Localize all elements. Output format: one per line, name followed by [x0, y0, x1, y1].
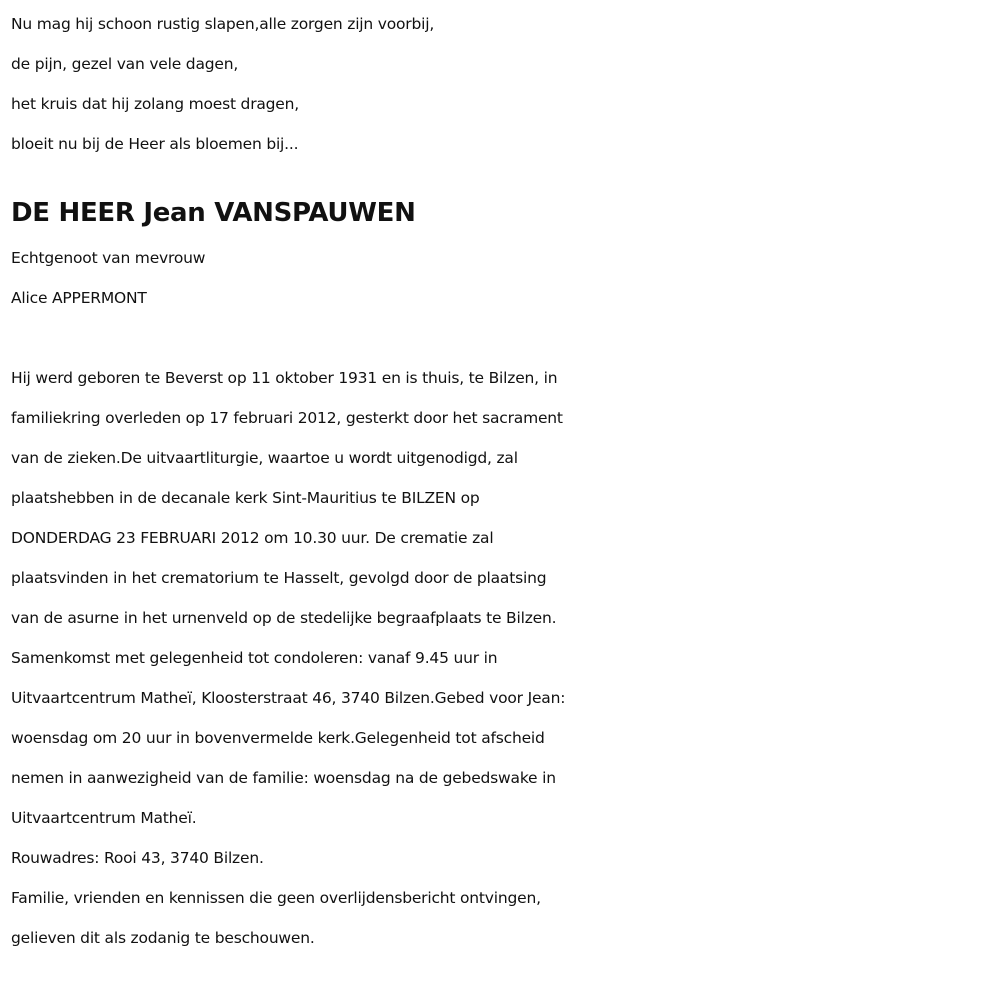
body-line: Uitvaartcentrum Matheï, Kloosterstraat 46, 3740 Bilzen.Gebed voor Jean:: [11, 689, 566, 707]
body-line: Uitvaartcentrum Matheï.: [11, 809, 197, 827]
body-line: plaatsvinden in het crematorium te Hasselt, gevolgd door de plaatsing: [11, 569, 547, 587]
poem-line: bloeit nu bij de Heer als bloemen bij...: [11, 135, 299, 153]
obituary-body: [11, 358, 996, 958]
deceased-name: DE HEER Jean VANSPAUWEN: [11, 198, 416, 228]
body-line: Familie, vrienden en kennissen die geen overlijdensbericht ontvingen,: [11, 889, 541, 907]
body-line: woensdag om 20 uur in bovenvermelde kerk.Gelegenheid tot afscheid: [11, 729, 545, 747]
body-line: plaatshebben in de decanale kerk Sint-Mauritius te BILZEN op: [11, 489, 480, 507]
obituary-document: [11, 4, 996, 958]
body-line: van de asurne in het urnenveld op de stedelijke begraafplaats te Bilzen.: [11, 609, 557, 627]
body-line: DONDERDAG 23 FEBRUARI 2012 om 10.30 uur. De crematie zal: [11, 529, 494, 547]
poem-line: Nu mag hij schoon rustig slapen,alle zorgen zijn voorbij,: [11, 15, 435, 33]
relation-text: Echtgenoot van mevrouw: [11, 249, 206, 267]
body-line: familiekring overleden op 17 februari 2012, gesterkt door het sacrament: [11, 409, 563, 427]
memorial-poem: [11, 4, 996, 164]
body-line: nemen in aanwezigheid van de familie: woensdag na de gebedswake in: [11, 769, 556, 787]
mourning-address: Rouwadres: Rooi 43, 3740 Bilzen.: [11, 849, 264, 867]
body-line: Hij werd geboren te Beverst op 11 oktober 1931 en is thuis, te Bilzen, in: [11, 369, 558, 387]
poem-line: de pijn, gezel van vele dagen,: [11, 55, 239, 73]
spouse-name: Alice APPERMONT: [11, 289, 147, 307]
body-line: gelieven dit als zodanig te beschouwen.: [11, 929, 315, 947]
body-line: van de zieken.De uitvaartliturgie, waartoe u wordt uitgenodigd, zal: [11, 449, 518, 467]
poem-line: het kruis dat hij zolang moest dragen,: [11, 95, 299, 113]
body-line: Samenkomst met gelegenheid tot condoleren: vanaf 9.45 uur in: [11, 649, 498, 667]
